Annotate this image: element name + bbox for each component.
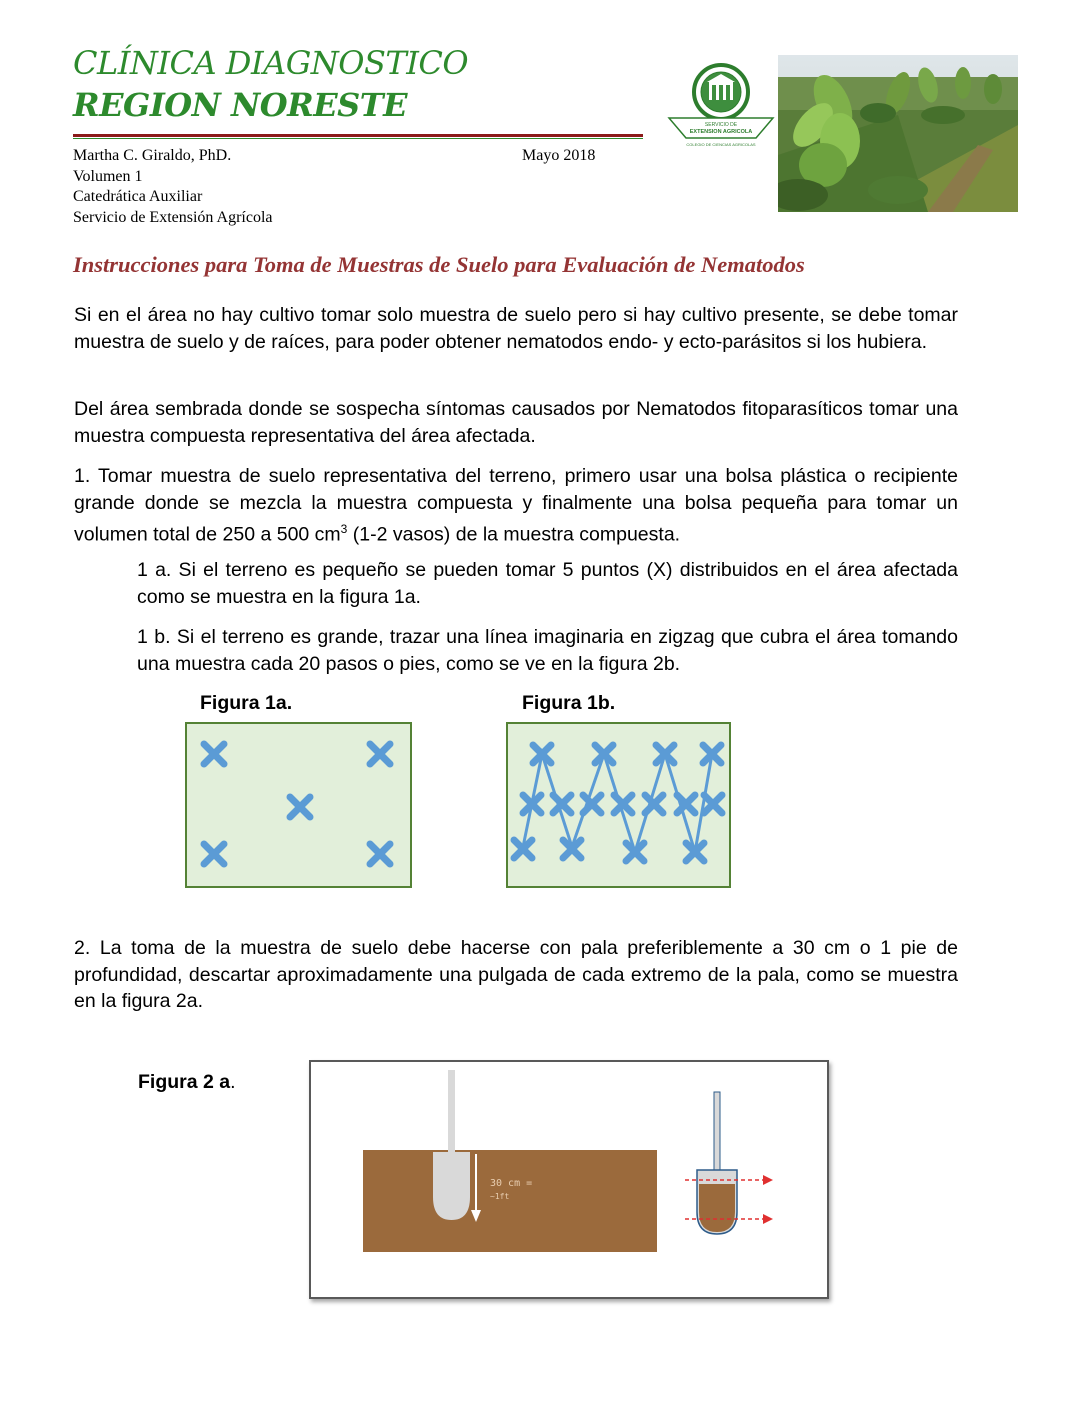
figure-1b-label: Figura 1b. <box>522 692 616 714</box>
figure-2a-diagram <box>309 1060 829 1299</box>
sample-point-x <box>370 844 390 864</box>
author-block <box>73 146 273 228</box>
logo-text-3: COLEGIO DE CIENCIAS AGRICOLAS <box>686 142 756 147</box>
small-shovel-handle <box>714 1092 720 1170</box>
paragraph-step-1b: 1 b. Si el terreno es grande, trazar una línea imaginaria en zigzag que cubra el área tomando una muestra cada 20 pasos o pies, como se ve en la figura 2b. <box>137 626 958 675</box>
figure-2a-label-text: Figura 2 a <box>138 1071 231 1093</box>
sample-point-x <box>704 795 722 813</box>
cut-arrow-top <box>763 1175 773 1185</box>
sample-point-x <box>626 843 644 861</box>
extension-service-logo <box>666 62 776 152</box>
cubic-superscript: 3 <box>340 522 348 536</box>
cut-arrow-bottom <box>763 1214 773 1224</box>
sample-point-x <box>595 745 613 763</box>
header-rule-thin <box>73 138 643 139</box>
depth-label: 30 cm = <box>490 1178 533 1189</box>
sample-point-x <box>656 745 674 763</box>
sample-point-x <box>290 797 310 817</box>
step-1-text-end: (1-2 vasos) de la muestra compuesta. <box>347 523 681 546</box>
document-subtitle: Instrucciones para Toma de Muestras de Suelo para Evaluación de Nematodos <box>73 252 805 277</box>
service-name: Servicio de Extensión Agrícola <box>73 208 273 226</box>
step-1-text: 1. Tomar muestra de suelo representativa del terreno, primero usar una bolsa plástica o recipiente grande donde se mezcla la muestra compuesta y finalmente una bolsa pequeña para tomar un volumen total de 250 a 500 cm <box>74 465 958 546</box>
volume-label: Volumen 1 <box>73 167 143 185</box>
sample-point-x <box>204 744 224 764</box>
figure-2a-label-dot: . <box>230 1071 236 1093</box>
banana-field-photo <box>778 55 1018 212</box>
sample-point-x <box>553 795 571 813</box>
sample-point-x <box>370 744 390 764</box>
shovel-handle <box>448 1070 455 1155</box>
paragraph-step-1 <box>74 463 958 548</box>
soil-sample <box>699 1184 735 1232</box>
sample-point-x <box>204 844 224 864</box>
soil-block <box>363 1150 657 1252</box>
sample-point-x <box>645 795 663 813</box>
paragraph-area: Del área sembrada donde se sospecha síntomas causados por Nematodos fitoparasíticos tomar una muestra compuesta representativa del área afectada. <box>74 398 958 447</box>
header-rule <box>73 134 643 137</box>
shovel-blade <box>433 1152 470 1220</box>
paragraph-step-1a: 1 a. Si el terreno es pequeño se pueden tomar 5 puntos (X) distribuidos en el área afectada como se muestra en la figura 1a. <box>137 559 958 608</box>
figure-1a-label: Figura 1a. <box>200 692 293 714</box>
publication-date: Mayo 2018 <box>522 147 596 164</box>
paragraph-intro: Si en el área no hay cultivo tomar solo muestra de suelo pero si hay cultivo presente, se debe tomar muestra de suelo y de raíces, para poder obtener nematodos endo- y ecto-parásitos si los hubiera. <box>74 304 958 353</box>
logo-text-2: EXTENSION AGRICOLA <box>689 129 753 135</box>
author-name: Martha C. Giraldo, PhD. <box>73 147 232 164</box>
figure-2a-label <box>138 1071 236 1094</box>
depth-label-feet: ~1ft <box>490 1192 510 1201</box>
figure-1a-plot <box>185 722 412 888</box>
figure-1b-plot <box>506 722 731 888</box>
region-title: REGION NORESTE <box>73 86 407 124</box>
logo-text-1: SERVICIO DE <box>704 122 738 128</box>
author-position: Catedrática Auxiliar <box>73 188 203 205</box>
paragraph-step-2: 2. La toma de la muestra de suelo debe hacerse con pala preferiblemente a 30 cm o 1 pie de profundidad, descartar aproximadamente una pulgada de cada extremo de la pala, como se muestra en la figura 2a. <box>74 937 958 1012</box>
clinic-title: CLÍNICA DIAGNOSTICO <box>73 44 469 82</box>
